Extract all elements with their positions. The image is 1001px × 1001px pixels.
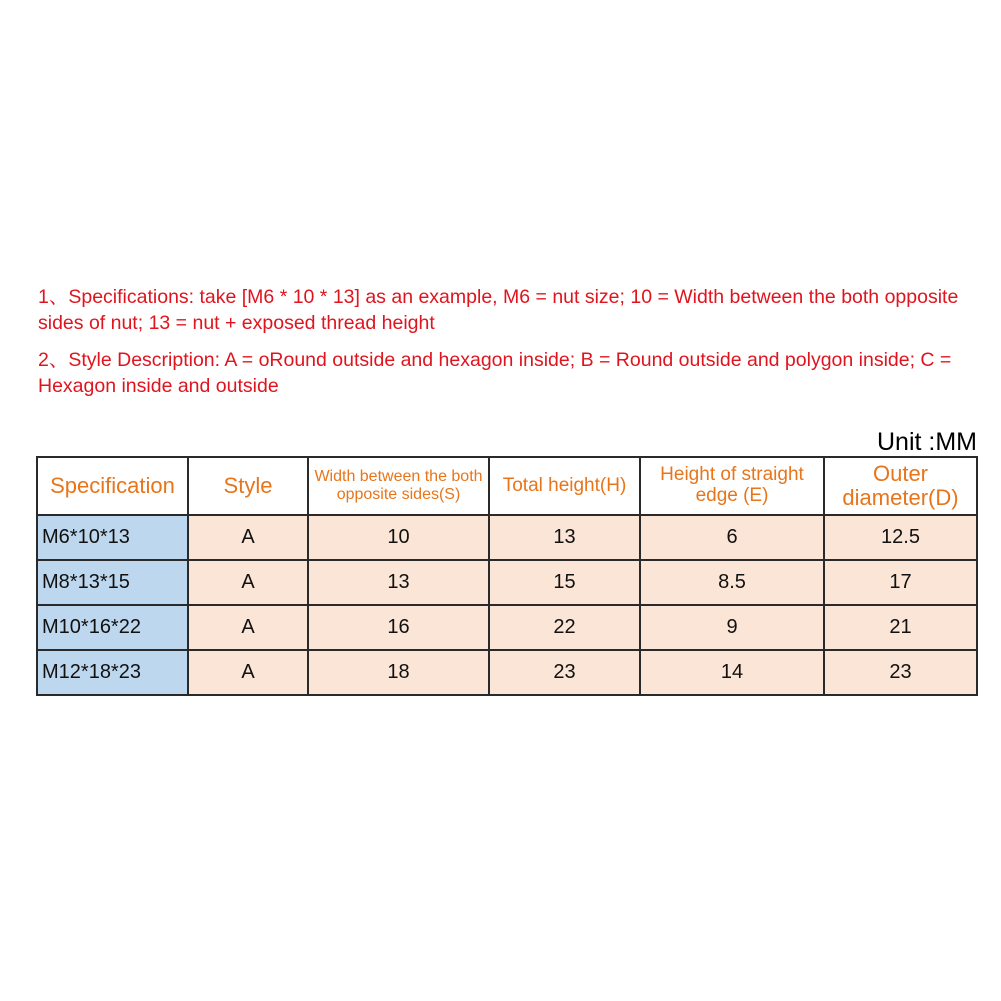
header-straight-edge: Height of straight edge (E) [640, 457, 824, 515]
spec-table [36, 456, 978, 696]
header-specification: Specification [37, 457, 188, 515]
header-total-height: Total height(H) [489, 457, 640, 515]
cell-total-height: 22 [489, 605, 640, 650]
table-row [37, 605, 977, 650]
spec-note: 1、Specifications: take [M6 * 10 * 13] as an example, M6 = nut size; 10 = Width between the both opposite sides of nut; 13 = nut + exposed thread height [38, 286, 959, 334]
table-row [37, 560, 977, 605]
cell-outer-diameter: 17 [824, 560, 977, 605]
cell-specification: M8*13*15 [37, 560, 188, 605]
cell-style: A [188, 650, 308, 695]
cell-width: 16 [308, 605, 489, 650]
header-style: Style [188, 457, 308, 515]
style-note: 2、Style Description: A = oRound outside and hexagon inside; B = Round outside and polygon inside; C = Hexagon inside and outside [38, 349, 952, 397]
cell-straight-edge: 9 [640, 605, 824, 650]
cell-outer-diameter: 23 [824, 650, 977, 695]
header-outer-diameter: Outer diameter(D) [824, 457, 977, 515]
cell-width: 13 [308, 560, 489, 605]
table-row [37, 650, 977, 695]
cell-total-height: 23 [489, 650, 640, 695]
cell-style: A [188, 605, 308, 650]
cell-straight-edge: 14 [640, 650, 824, 695]
cell-straight-edge: 8.5 [640, 560, 824, 605]
cell-width: 18 [308, 650, 489, 695]
cell-total-height: 15 [489, 560, 640, 605]
cell-style: A [188, 515, 308, 560]
cell-total-height: 13 [489, 515, 640, 560]
cell-outer-diameter: 12.5 [824, 515, 977, 560]
cell-outer-diameter: 21 [824, 605, 977, 650]
table-header-row [37, 457, 977, 515]
unit-label: Unit :MM [877, 428, 977, 456]
cell-specification: M12*18*23 [37, 650, 188, 695]
cell-specification: M6*10*13 [37, 515, 188, 560]
cell-width: 10 [308, 515, 489, 560]
table-row [37, 515, 977, 560]
header-width: Width between the both opposite sides(S) [308, 457, 489, 515]
cell-straight-edge: 6 [640, 515, 824, 560]
cell-style: A [188, 560, 308, 605]
cell-specification: M10*16*22 [37, 605, 188, 650]
